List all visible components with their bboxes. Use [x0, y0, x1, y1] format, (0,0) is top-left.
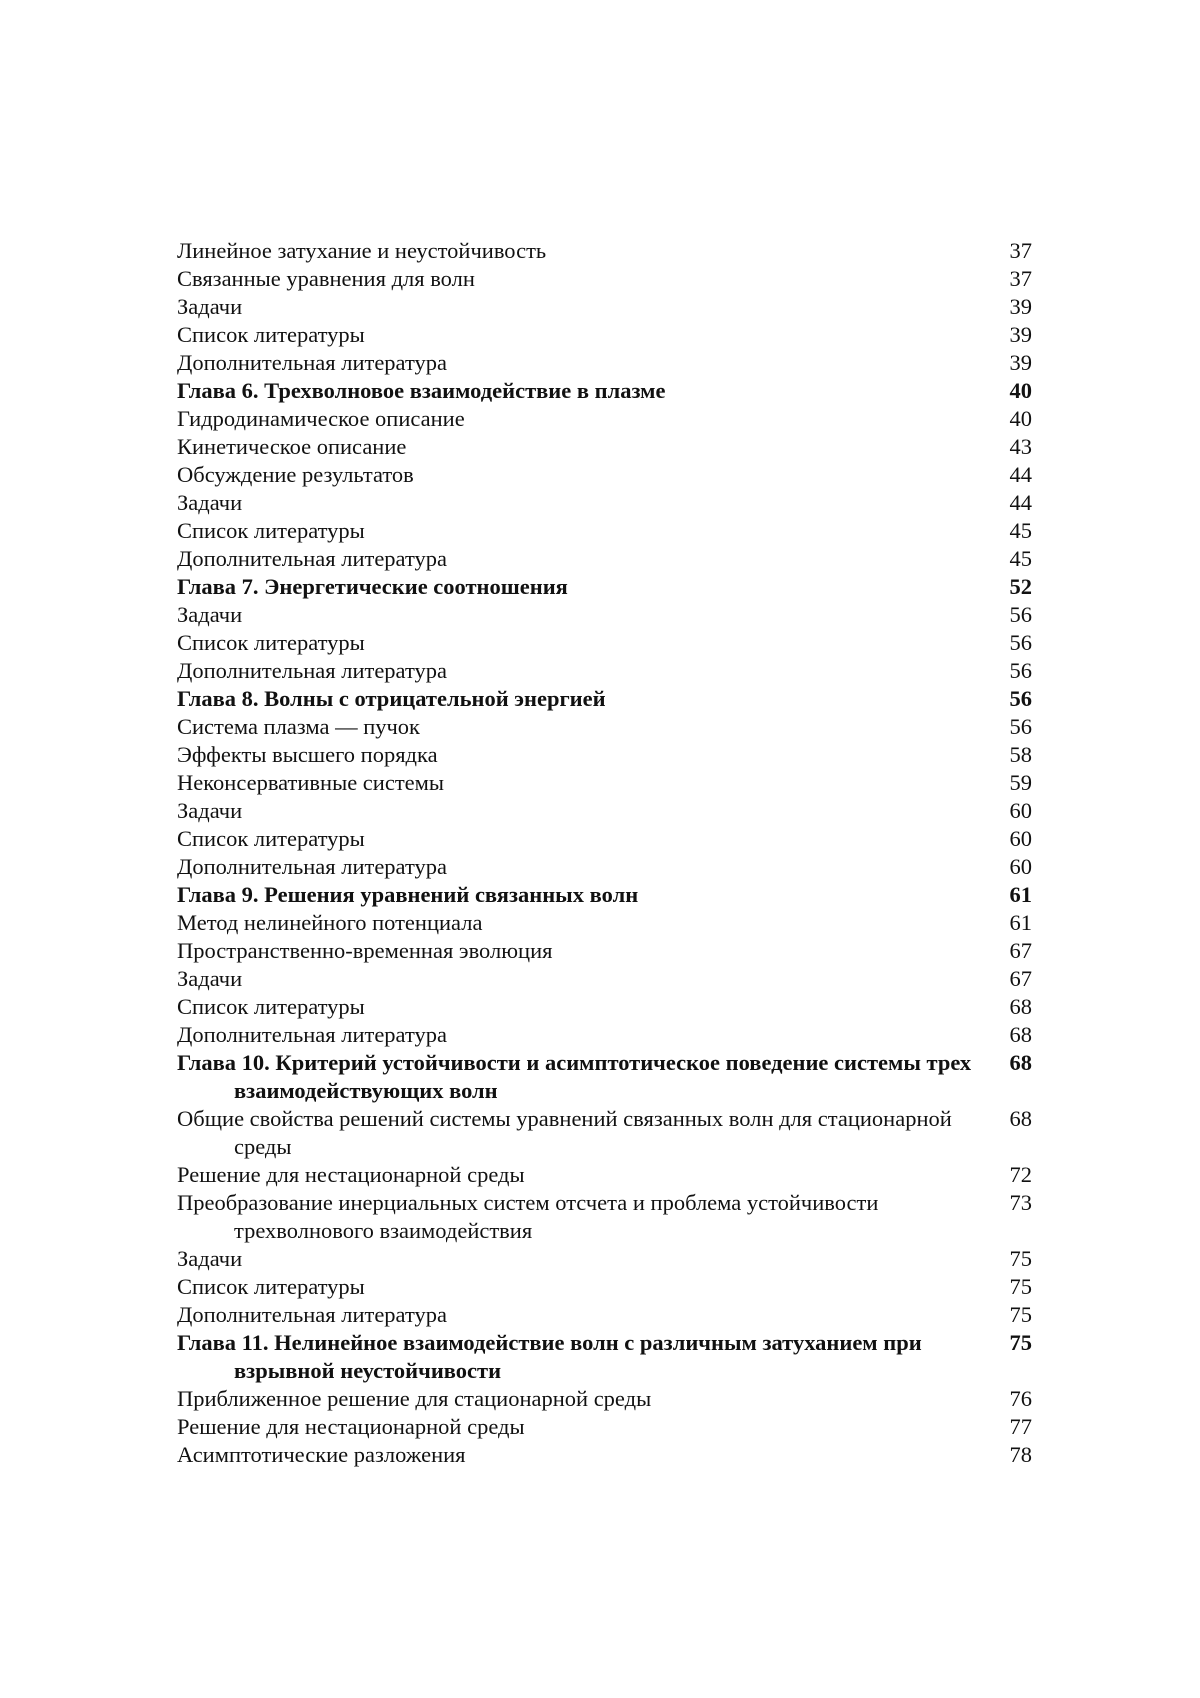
toc-chapter-row	[177, 377, 1032, 405]
toc-entry-row	[177, 1189, 1032, 1245]
toc-entry-row	[177, 293, 1032, 321]
toc-page-number: 60	[1009, 798, 1032, 823]
toc-entry-title: Дополнительная литература	[177, 854, 447, 879]
toc-page-number: 60	[1009, 826, 1032, 851]
toc-entry-row	[177, 1161, 1032, 1189]
toc-entry-row	[177, 237, 1032, 265]
toc-page-number: 56	[1009, 602, 1032, 627]
toc-entry-title: Задачи	[177, 602, 243, 627]
toc-entry-title: Глава 10. Критерий устойчивости и асимптотическое поведение системы трех взаимодействующих волн	[177, 1050, 972, 1103]
toc-page-number: 56	[1009, 630, 1032, 655]
toc-entry-row	[177, 517, 1032, 545]
toc-entry-title: Общие свойства решений системы уравнений связанных волн для стационарной среды	[177, 1106, 952, 1159]
toc-entry-title: Задачи	[177, 294, 243, 319]
toc-entry-row	[177, 1105, 1032, 1161]
toc-page-number: 60	[1009, 854, 1032, 879]
toc-entry-title: Кинетическое описание	[177, 434, 407, 459]
toc-entry-title: Глава 8. Волны с отрицательной энергией	[177, 686, 606, 711]
toc-entry-title: Глава 9. Решения уравнений связанных волн	[177, 882, 639, 907]
toc-entry-title: Связанные уравнения для волн	[177, 266, 475, 291]
toc-page-number: 45	[1009, 546, 1032, 571]
toc-entry-row	[177, 797, 1032, 825]
toc-entry-title: Асимптотические разложения	[177, 1442, 466, 1467]
toc-page-number: 72	[1009, 1162, 1032, 1187]
toc-page-number: 75	[1009, 1302, 1032, 1327]
toc-entry-row	[177, 1413, 1032, 1441]
toc-page-number: 37	[1009, 266, 1032, 291]
toc-entry-title: Список литературы	[177, 630, 365, 655]
toc-chapter-row	[177, 685, 1032, 713]
toc-entry-title: Список литературы	[177, 826, 365, 851]
toc-page-number: 39	[1009, 322, 1032, 347]
toc-entry-title: Задачи	[177, 966, 243, 991]
toc-entry-row	[177, 741, 1032, 769]
toc-page-number: 67	[1009, 938, 1032, 963]
toc-entry-row	[177, 1441, 1032, 1469]
toc-page-number: 75	[1009, 1246, 1032, 1271]
toc-entry-title: Дополнительная литература	[177, 1302, 447, 1327]
toc-entry-row	[177, 657, 1032, 685]
toc-page-number: 61	[1009, 910, 1032, 935]
toc-entry-row	[177, 937, 1032, 965]
toc-entry-title: Решение для нестационарной среды	[177, 1162, 525, 1187]
toc-page-number: 59	[1009, 770, 1032, 795]
toc-entry-row	[177, 405, 1032, 433]
toc-page-number: 76	[1009, 1386, 1032, 1411]
toc-entry-title: Список литературы	[177, 518, 365, 543]
toc-page-number: 56	[1009, 714, 1032, 739]
toc-page-number: 56	[1009, 658, 1032, 683]
toc-entry-row	[177, 601, 1032, 629]
toc-page-number: 58	[1009, 742, 1032, 767]
toc-entry-title: Список литературы	[177, 994, 365, 1019]
toc-page-number: 52	[1009, 574, 1032, 599]
toc-entry-title: Глава 6. Трехволновое взаимодействие в плазме	[177, 378, 666, 403]
toc-page-number: 43	[1009, 434, 1032, 459]
toc-entry-row	[177, 769, 1032, 797]
toc-page-number: 45	[1009, 518, 1032, 543]
toc-entry-title: Решение для нестационарной среды	[177, 1414, 525, 1439]
toc-page-number: 68	[1009, 1022, 1032, 1047]
toc-entry-title: Задачи	[177, 798, 243, 823]
toc-entry-title: Задачи	[177, 1246, 243, 1271]
toc-entry-title: Задачи	[177, 490, 243, 515]
toc-chapter-row	[177, 881, 1032, 909]
toc-entry-title: Метод нелинейного потенциала	[177, 910, 483, 935]
toc-page-number: 40	[1009, 378, 1032, 403]
toc-page-number: 73	[1009, 1190, 1032, 1215]
toc-page-number: 67	[1009, 966, 1032, 991]
toc-entry-row	[177, 265, 1032, 293]
toc-entry-row	[177, 909, 1032, 937]
toc-entry-title: Эффекты высшего порядка	[177, 742, 438, 767]
toc-page-number: 40	[1009, 406, 1032, 431]
toc-entry-title: Неконсервативные системы	[177, 770, 445, 795]
toc-entry-title: Дополнительная литература	[177, 1022, 447, 1047]
toc-chapter-row	[177, 1329, 1032, 1385]
toc-entry-title: Дополнительная литература	[177, 546, 447, 571]
toc-page-number: 44	[1009, 490, 1032, 515]
toc-chapter-row	[177, 1049, 1032, 1105]
toc-entry-row	[177, 629, 1032, 657]
toc-entry-row	[177, 433, 1032, 461]
table-of-contents	[177, 237, 1032, 1469]
toc-entry-title: Система плазма — пучок	[177, 714, 420, 739]
toc-entry-row	[177, 965, 1032, 993]
toc-entry-title: Гидродинамическое описание	[177, 406, 465, 431]
toc-page-number: 39	[1009, 350, 1032, 375]
toc-entry-title: Список литературы	[177, 322, 365, 347]
toc-page-number: 75	[1009, 1330, 1032, 1355]
toc-entry-title: Дополнительная литература	[177, 350, 447, 375]
toc-entry-row	[177, 853, 1032, 881]
toc-entry-row	[177, 993, 1032, 1021]
toc-entry-row	[177, 1385, 1032, 1413]
toc-entry-title: Приближенное решение для стационарной среды	[177, 1386, 652, 1411]
toc-page-number: 37	[1009, 238, 1032, 263]
toc-entry-title: Преобразование инерциальных систем отсчета и проблема устойчивости трехволнового взаимодействия	[177, 1190, 879, 1243]
toc-page-number: 61	[1009, 882, 1032, 907]
toc-page-number: 68	[1009, 1106, 1032, 1131]
toc-entry-row	[177, 545, 1032, 573]
toc-entry-row	[177, 1273, 1032, 1301]
toc-page-number: 44	[1009, 462, 1032, 487]
toc-page-number: 75	[1009, 1274, 1032, 1299]
toc-entry-row	[177, 825, 1032, 853]
toc-page-number: 68	[1009, 994, 1032, 1019]
toc-entry-row	[177, 489, 1032, 517]
toc-page-number: 68	[1009, 1050, 1032, 1075]
toc-page-number: 78	[1009, 1442, 1032, 1467]
toc-entry-title: Линейное затухание и неустойчивость	[177, 238, 547, 263]
toc-entry-title: Список литературы	[177, 1274, 365, 1299]
toc-entry-row	[177, 321, 1032, 349]
toc-page-number: 39	[1009, 294, 1032, 319]
toc-entry-row	[177, 1245, 1032, 1273]
toc-entry-row	[177, 713, 1032, 741]
toc-entry-title: Пространственно-временная эволюция	[177, 938, 553, 963]
toc-entry-title: Обсуждение результатов	[177, 462, 414, 487]
toc-entry-row	[177, 349, 1032, 377]
toc-entry-title: Глава 11. Нелинейное взаимодействие волн с различным затуханием при взрывной неустойчивости	[177, 1330, 922, 1383]
toc-entry-row	[177, 461, 1032, 489]
toc-chapter-row	[177, 573, 1032, 601]
toc-page-number: 77	[1009, 1414, 1032, 1439]
toc-entry-title: Дополнительная литература	[177, 658, 447, 683]
toc-entry-row	[177, 1301, 1032, 1329]
toc-entry-row	[177, 1021, 1032, 1049]
toc-entry-title: Глава 7. Энергетические соотношения	[177, 574, 568, 599]
toc-page-number: 56	[1009, 686, 1032, 711]
